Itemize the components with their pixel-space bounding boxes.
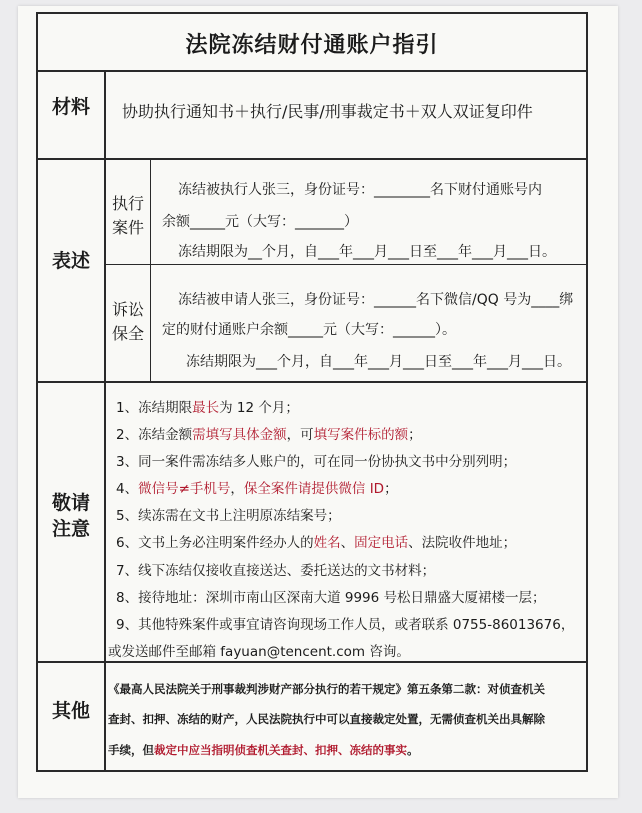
other-text-line [108, 680, 545, 698]
note-item [116, 506, 341, 526]
note-item [116, 479, 398, 499]
note-item-text: 最长 [192, 400, 220, 416]
page-title: 法院冻结财付通账户指引 [185, 33, 439, 58]
note-item-text: 为 12 个月； [219, 400, 299, 416]
divider-title [38, 70, 586, 72]
label-column-divider [104, 70, 106, 772]
note-item-text: 2、冻结金额 [116, 427, 193, 443]
note-item [116, 615, 574, 635]
other-text-segment: 查封、扣押、冻结的财产，人民法院执行中可以直接裁定处置，无需侦查机关出具解除 [108, 712, 545, 726]
note-item-text: ，可 [286, 427, 314, 443]
notes-label: 敬请注意 [52, 492, 91, 540]
execution-line-1: 冻结被执行人张三，身份证号：________名下财付通账号内 [178, 182, 542, 198]
execution-case-label-text: 执行案件 [111, 194, 144, 237]
other-text-segment: 。 [407, 743, 419, 757]
note-item [116, 588, 546, 608]
divider-materials [38, 158, 586, 160]
note-item [116, 398, 299, 418]
note-item-text: ； [384, 481, 398, 497]
statement-row-divider [104, 264, 586, 265]
litigation-preservation-label [106, 298, 150, 346]
note-item-text: 或发送邮件至邮箱 fayuan@tencent.com 咨询。 [108, 644, 410, 660]
note-item-text: 保全案件请提供微信 ID [243, 481, 385, 497]
note-item-text: ； [408, 427, 422, 443]
note-item-text: 5、续冻需在文书上注明原冻结案号； [116, 508, 341, 524]
note-item-text: 4、 [116, 481, 139, 497]
note-item-text: 、法院收件地址； [408, 535, 517, 551]
note-item-text: 需填写具体金额 [192, 427, 287, 443]
note-item-text: 6、文书上务必注明案件经办人的 [116, 535, 314, 551]
statement-label: 表述 [51, 250, 90, 272]
other-text-line [108, 710, 545, 728]
note-item-text: 8、接待地址：深圳市南山区深南大道 9996 号松日鼎盛大厦裙楼一层； [116, 590, 546, 606]
other-text-segment: 裁定中应当指明侦查机关查封、扣押、冻结的事实 [154, 743, 407, 757]
divider-statement [38, 381, 586, 383]
note-item [116, 425, 422, 445]
note-item [116, 561, 435, 581]
other-text-segment: 手续，但 [108, 743, 154, 757]
note-item [116, 533, 516, 553]
note-item-text: 姓名 [313, 535, 341, 551]
note-item [116, 452, 516, 472]
note-item-text: 9、其他特殊案件或事宜请咨询现场工作人员，或者联系 0755-86013676， [116, 617, 575, 633]
note-item-text: 、 [340, 535, 355, 551]
note-item-text: ， [230, 481, 244, 497]
litigation-line-3: 冻结期限为___个月，自___年___月___日至___年___月___日。 [186, 354, 571, 370]
execution-case-label [106, 192, 150, 240]
execution-line-3: 冻结期限为__个月，自___年___月___日至___年___月___日。 [178, 244, 556, 260]
litigation-line-2: 定的财付通账户余额_____元（大写：______）。 [162, 322, 456, 338]
note-item-text: 固定电话 [354, 535, 409, 551]
litigation-preservation-label-text: 诉讼保全 [111, 300, 144, 343]
note-item-text: 1、冻结期限 [116, 400, 193, 416]
other-text-line [108, 741, 419, 759]
statement-sub-divider [150, 158, 151, 381]
execution-line-2: 余额_____元（大写：_______） [162, 214, 358, 230]
materials-text: 协助执行通知书＋执行/民事/刑事裁定书＋双人双证复印件 [122, 102, 533, 121]
note-item [108, 642, 410, 662]
materials-label: 材料 [51, 96, 90, 118]
note-item-text: 3、同一案件需冻结多人账户的，可在同一份协执文书中分别列明； [116, 454, 517, 470]
other-text-segment: 《最高人民法院关于刑事裁判涉财产部分执行的若干规定》第五条第二款：对侦查机关 [108, 682, 545, 696]
note-item-text: 微信号≠手机号 [138, 481, 231, 497]
other-label: 其他 [51, 700, 90, 722]
litigation-line-1: 冻结被申请人张三，身份证号：______名下微信/QQ 号为____绑 [178, 292, 574, 308]
guide-table [36, 12, 588, 772]
note-item-text: 7、线下冻结仅接收直接送达、委托送达的文书材料； [116, 563, 436, 579]
note-item-text: 填写案件标的额 [313, 427, 409, 443]
